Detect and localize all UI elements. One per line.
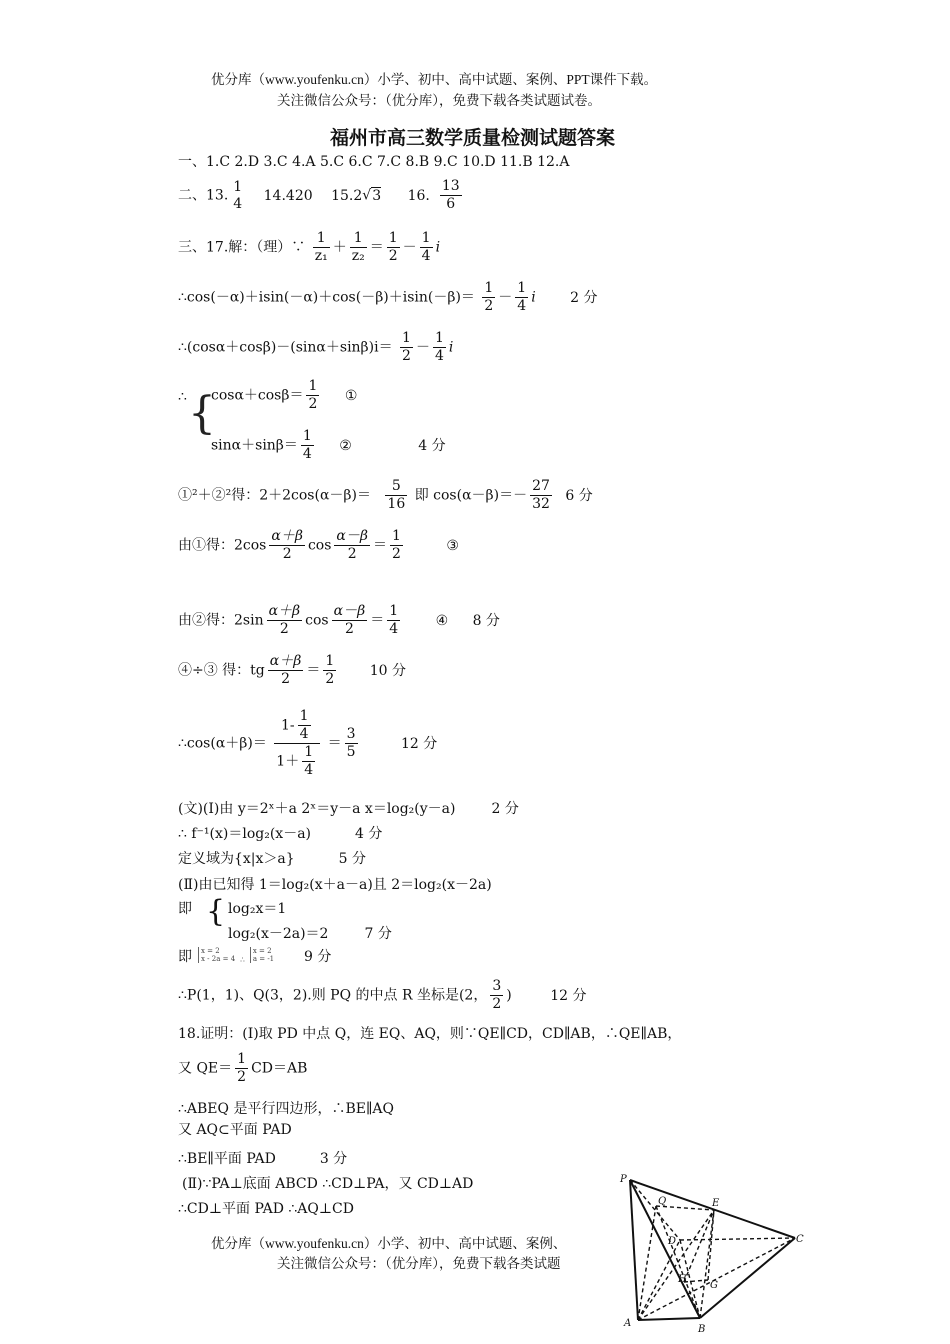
q17-line9: ∴cos(α＋β)＝ 1- $\frac{1}{4}$ 1＋ $\frac{1}{4}$ ＝ $\frac{3}{5}$ 12 分 xyxy=(178,708,438,778)
q17-line8: ④÷③ 得：tg $\frac{\alpha+\beta}{2}$ ＝ $\frac{1}{2}$ 10 分 xyxy=(178,653,406,687)
edge-pa xyxy=(630,1180,638,1320)
wen-line5b: log₂(x－2a)＝2 7 分 xyxy=(228,926,392,942)
wen-line5a: log₂x＝1 xyxy=(228,901,287,917)
q18-line3: ∴ABEQ 是平行四边形，∴BE∥AQ xyxy=(178,1101,395,1117)
q17-line5: ①²＋②²得：2＋2cos(α－β)＝ $\frac{5}{16}$ 即 cos(α－β)＝－ $\frac{27}{32}$ 6 分 xyxy=(178,478,593,512)
wen-line3: 定义域为{x|x＞a} 5 分 xyxy=(178,851,367,867)
edge-ab xyxy=(638,1318,700,1320)
wen-line6-systems: x = 2 x - 2a = 4 ∴ x = 2 a = -1 xyxy=(198,947,274,966)
page-title: 福州市高三数学质量检测试题答案 xyxy=(330,127,616,149)
label-c: C xyxy=(796,1234,804,1245)
pyramid-figure xyxy=(612,1170,812,1340)
label-b: B xyxy=(698,1324,706,1335)
label-p: P xyxy=(620,1174,627,1185)
q18-line7: ∴CD⊥平面 PAD ∴AQ⊥CD xyxy=(178,1201,354,1217)
q17-line7: 由②得：2sin $\frac{\alpha+\beta}{2}$ cos $\frac{\alpha-\beta}{2}$ ＝ $\frac{1}{4}$ ④ 8 分 xyxy=(178,603,500,637)
segment-ae xyxy=(638,1210,714,1320)
segment-ac xyxy=(638,1238,795,1320)
q18-line6: (Ⅱ)∵PA⊥底面 ABCD ∴CD⊥PA，又 CD⊥AD xyxy=(182,1176,474,1192)
part2-answers: 二、13. 1 4 14.420 15.2√3 16. $\frac{13}{6}$ xyxy=(178,178,460,212)
q18-line2: 又 QE＝ $\frac{1}{2}$ CD＝AB xyxy=(178,1051,308,1085)
edge-bc xyxy=(700,1238,795,1318)
label-g: G xyxy=(710,1280,718,1291)
q17-line2: ∴cos(－α)＋isin(－α)＋cos(－β)＋isin(－β)＝ $\frac{1}{2}$ － $\frac{1}{4}$ i 2 分 xyxy=(178,280,598,314)
q18-line4: 又 AQ⊂平面 PAD xyxy=(178,1122,292,1138)
system-brace: { xyxy=(188,388,216,439)
q18-line1: 18.证明：(Ⅰ)取 PD 中点 Q，连 EQ、AQ，则∵QE∥CD，CD∥AB，∴QE∥AB， xyxy=(178,1026,682,1042)
label-d: D xyxy=(668,1236,677,1247)
header-line-2: 关注微信公众号：（优分库），免费下载各类试题试卷。 xyxy=(277,93,601,108)
q17-line3: ∴(cosα＋cosβ)－(sinα＋sinβ)i＝ $\frac{1}{2}$ － $\frac{1}{4}$ i xyxy=(178,330,454,364)
q17-sys2: sinα＋sinβ＝ $\frac{1}{4}$ ② 4 分 xyxy=(211,428,446,462)
wen-line6-prefix: 即 xyxy=(178,949,192,965)
header-line-1: 优分库（www.youfenku.cn）小学、初中、高中试题、案例、PPT课件下载。 xyxy=(211,72,658,87)
q18-line5: ∴BE∥平面 PAD 3 分 xyxy=(178,1151,348,1167)
segment-aq xyxy=(638,1206,656,1320)
therefore-symbol: ∴ xyxy=(178,389,187,405)
wen-line2: ∴ f⁻¹(x)＝log₂(x－a) 4 分 xyxy=(178,826,383,842)
footer-line-1: 优分库（www.youfenku.cn）小学、初中、高中试题、案例、 xyxy=(211,1236,567,1251)
label-q: Q xyxy=(658,1196,667,1207)
q17-line1: 三、17.解：（理）∵ $\frac{1}{\text{z₁}}$ ＋ $\frac{1}{\text{z₂}}$ ＝ $\frac{1}{2}$ － $\frac{1}{4}$ i xyxy=(178,230,441,264)
q17-sys1: cosα＋cosβ＝ $\frac{1}{2}$ ① xyxy=(211,378,358,412)
footer-line-2: 关注微信公众号：（优分库），免费下载各类试题 xyxy=(277,1256,561,1271)
label-h: H xyxy=(678,1274,687,1285)
edge-dc xyxy=(680,1238,795,1240)
label-a: A xyxy=(624,1318,632,1329)
wen-brace: { xyxy=(206,894,226,929)
wen-score9: 9 分 xyxy=(304,949,332,965)
q17-line6: 由①得：2cos $\frac{\alpha+\beta}{2}$ cos $\frac{\alpha-\beta}{2}$ ＝ $\frac{1}{2}$ ③ xyxy=(178,528,459,562)
wen-line1: (文)(Ⅰ)由 y＝2ˣ＋a 2ˣ＝y－a x＝log₂(y－a) 2 分 xyxy=(178,801,519,817)
wen-line7: ∴P(1，1)、Q(3，2).则 PQ 的中点 R 坐标是(2， $\frac{3}{2}$ ) 12 分 xyxy=(178,978,587,1012)
wen-line4: (Ⅱ)由已知得 1＝log₂(x＋a－a)且 2＝log₂(x－2a) xyxy=(178,877,492,893)
part1-answers: 一、1.C 2.D 3.C 4.A 5.C 6.C 7.C 8.B 9.C 10.D 11.B 12.A xyxy=(178,154,570,170)
wen-line5-prefix: 即 xyxy=(178,901,192,917)
label-e: E xyxy=(712,1198,720,1209)
